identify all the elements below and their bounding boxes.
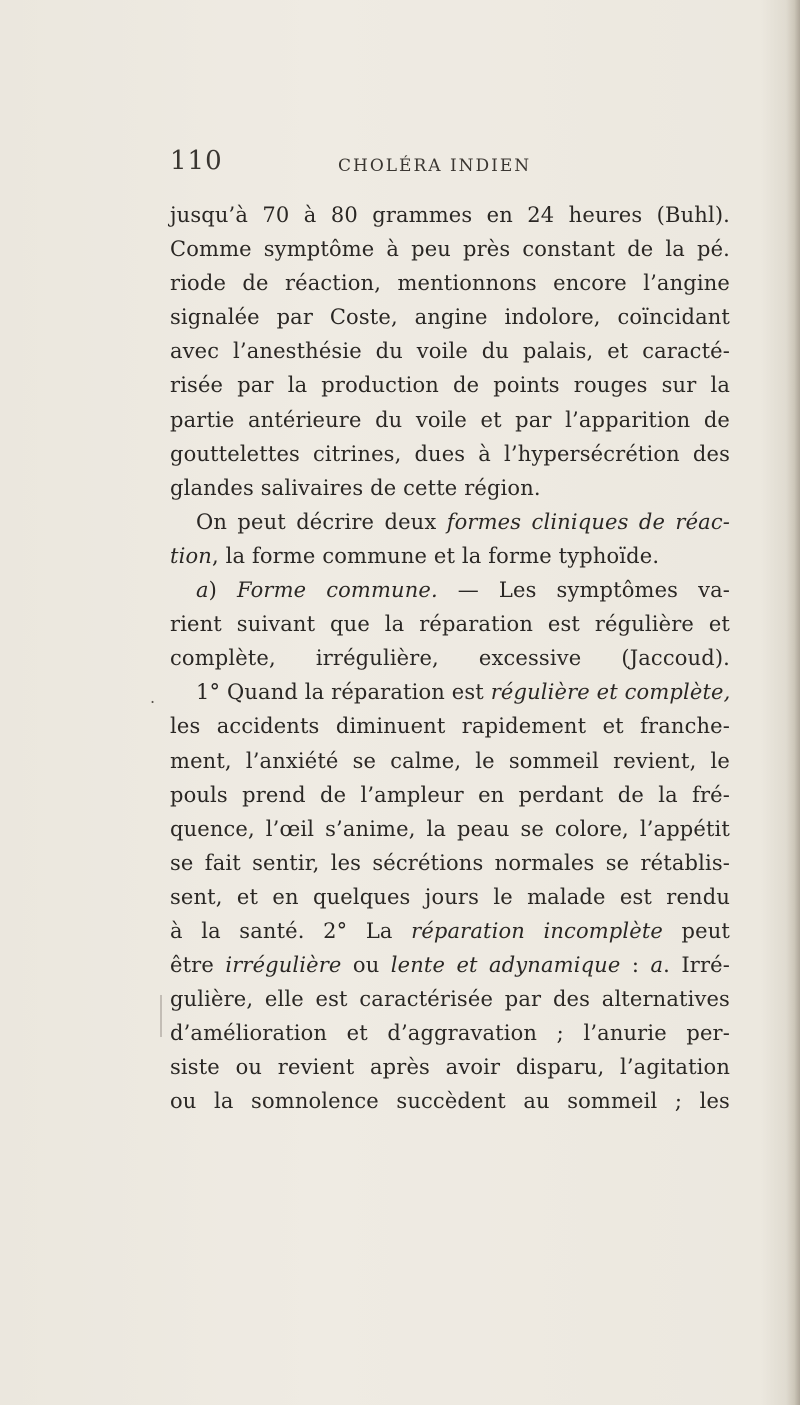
text-line: [170, 1050, 730, 1084]
text-segment: sent, et en quelques jours le malade est rendu: [170, 884, 730, 909]
text-line: [170, 641, 730, 675]
italic-text: a: [196, 578, 209, 603]
text-segment: ): [208, 578, 238, 603]
text-segment: se fait sentir, les sécrétions normales se rétablis-: [170, 850, 730, 875]
text-segment: :: [620, 953, 651, 978]
text-line: [170, 539, 730, 573]
text-segment: siste ou revient après avoir disparu, l’agitation: [170, 1055, 730, 1080]
text-segment: riode de réaction, mentionnons encore l’angine: [170, 271, 730, 296]
text-line: [170, 403, 730, 437]
text-segment: ou la somnolence succèdent au sommeil ; les: [170, 1089, 730, 1114]
text-segment: complète, irrégulière, excessive (Jaccoud).: [170, 646, 730, 671]
text-segment: d’amélioration et d’aggravation ; l’anurie per-: [170, 1021, 730, 1046]
page-header: [170, 146, 730, 186]
text-segment: à la santé. 2° La: [170, 918, 412, 943]
text-line: [170, 846, 730, 880]
running-title: CHOLÉRA INDIEN: [338, 156, 532, 176]
italic-text: a: [650, 953, 664, 978]
margin-mark: .: [150, 688, 156, 707]
text-segment: glandes salivaires de cette région.: [170, 475, 541, 500]
text-line: [170, 1084, 730, 1118]
text-line: [170, 368, 730, 402]
text-line: [170, 914, 730, 948]
body-text: [170, 198, 730, 1119]
text-line: [170, 232, 730, 266]
text-line: [170, 266, 730, 300]
italic-text: régulière et complète,: [490, 680, 731, 705]
text-line: [170, 437, 730, 471]
text-segment: gouttelettes citrines, dues à l’hypersécrétion des: [170, 441, 730, 466]
text-line: [170, 675, 730, 709]
text-line: [170, 744, 730, 778]
text-line: [170, 778, 730, 812]
text-segment: Comme symptôme à peu près constant de la pé.: [170, 237, 730, 262]
text-line: [170, 505, 730, 539]
text-segment: rient suivant que la réparation est régulière et: [170, 612, 730, 637]
page-edge-shadow: [786, 0, 800, 1405]
text-line: [170, 982, 730, 1016]
text-segment: — Les symptômes va-: [437, 578, 731, 603]
text-segment: peut: [663, 918, 730, 943]
italic-text: formes cliniques de réac-: [446, 509, 730, 534]
text-segment: gulière, elle est caractérisée par des alternatives: [170, 987, 730, 1012]
text-line: [170, 573, 730, 607]
italic-text: irrégulière: [225, 953, 342, 978]
text-segment: , la forme commune et la forme typhoïde.: [211, 543, 660, 568]
text-segment: risée par la production de points rouges sur la: [170, 373, 730, 398]
text-line: [170, 812, 730, 846]
text-line: [170, 948, 730, 982]
text-segment: ou: [341, 953, 391, 978]
text-segment: pouls prend de l’ampleur en perdant de la fré-: [170, 782, 730, 807]
text-segment: partie antérieure du voile et par l’apparition de: [170, 407, 730, 432]
text-line: [170, 1016, 730, 1050]
italic-text: tion: [170, 543, 212, 568]
text-line: [170, 334, 730, 368]
text-segment: les accidents diminuent rapidement et franche-: [170, 714, 730, 739]
text-line: [170, 607, 730, 641]
page-number: 110: [170, 146, 223, 176]
text-line: [170, 880, 730, 914]
text-line: [170, 709, 730, 743]
italic-text: lente et adynamique: [390, 953, 621, 978]
italic-text: réparation incomplète: [411, 918, 664, 943]
text-segment: . Irré-: [663, 953, 731, 978]
text-segment: être: [170, 953, 226, 978]
text-segment: 1° Quand la réparation est: [196, 680, 491, 705]
italic-text: Forme commune.: [237, 578, 438, 603]
text-segment: jusqu’à 70 à 80 grammes en 24 heures (Buhl).: [170, 203, 730, 227]
text-segment: quence, l’œil s’anime, la peau se colore, l’appétit: [170, 816, 730, 841]
text-segment: signalée par Coste, angine indolore, coïncidant: [170, 305, 730, 330]
text-segment: On peut décrire deux: [196, 509, 447, 534]
margin-pencil-mark: [160, 995, 162, 1037]
text-segment: avec l’anesthésie du voile du palais, et caracté-: [170, 339, 730, 364]
text-line: [170, 198, 730, 232]
text-line: [170, 300, 730, 334]
text-line: [170, 471, 730, 505]
text-segment: ment, l’anxiété se calme, le sommeil revient, le: [170, 748, 730, 773]
